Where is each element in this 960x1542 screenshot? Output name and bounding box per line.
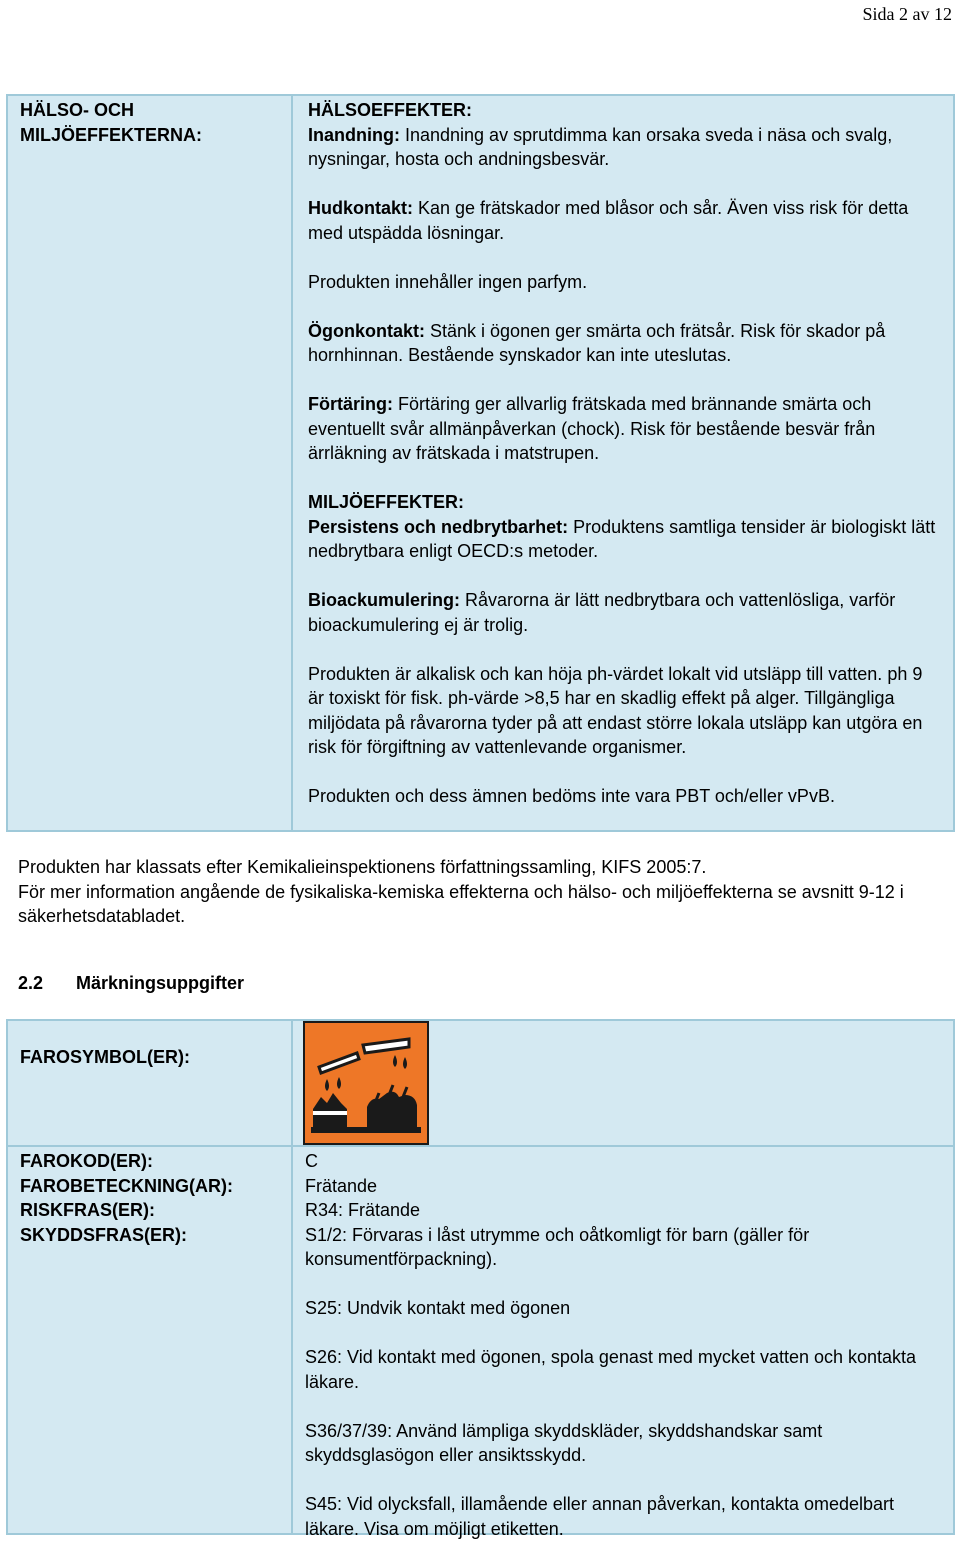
hazard-code-label: FAROKOD(ER):: [20, 1151, 153, 1171]
perfume-paragraph: Produkten innehåller ingen parfym.: [308, 271, 588, 292]
classification-line-2: För mer information angående de fysikaliska-kemiska effekterna och hälso- och miljöeffekterna se avsnitt 9-12 i säkerhetsdatabladet.: [18, 881, 904, 926]
hazard-designation-label: FAROBETECKNING(AR):: [20, 1175, 233, 1196]
hazard-values-cell: [291, 1145, 955, 1539]
safety-phrase-s1-2: S1/2: Förvaras i låst utrymme och oåtkomligt för barn (gäller för konsumentförpackning).: [305, 1224, 810, 1269]
ingestion-paragraph: [308, 392, 943, 466]
inhalation-text: Inandning av sprutdimma kan orsaka sveda i näsa och svalg, nysningar, hosta och andningsbesvär.: [308, 124, 893, 169]
eye-text: Stänk i ögonen ger smärta och frätsår. Risk för skador på hornhinnan. Bestående synskador kan inte uteslutas.: [308, 320, 886, 365]
env-effects-heading: MILJÖEFFEKTER:: [308, 492, 464, 512]
corrosive-hazard-icon: [303, 1021, 429, 1145]
health-env-content-cell: [291, 94, 955, 832]
corrosive-symbol-graphic: [305, 1023, 427, 1143]
section-number: 2.2: [18, 973, 44, 993]
hazard-designation: Frätande: [305, 1175, 378, 1196]
health-effects-heading: HÄLSOEFFEKTER:: [308, 100, 472, 120]
safety-phrase-s36-37-39: S36/37/39: Använd lämpliga skyddskläder, skyddshandskar samt skyddsglasögon eller ansiktsskydd.: [305, 1420, 823, 1465]
ingestion-label: Förtäring:: [308, 394, 393, 414]
hazard-symbol-label: FAROSYMBOL(ER):: [20, 1047, 190, 1067]
section-heading: [18, 971, 244, 996]
hazard-labels-cell: [6, 1145, 293, 1535]
classification-line-1: Produkten har klassats efter Kemikalieinspektionens författningssamling, KIFS 2005:7.: [18, 857, 707, 877]
risk-phrase: R34: Frätande: [305, 1200, 421, 1220]
eye-label: Ögonkontakt:: [308, 320, 425, 341]
safety-phrase-s25: S25: Undvik kontakt med ögonen: [305, 1298, 571, 1318]
skin-paragraph: [308, 196, 943, 245]
hazard-symbol-label-cell: [6, 1019, 293, 1147]
risk-phrases-label: RISKFRAS(ER):: [20, 1200, 155, 1220]
bioaccumulation-text: Råvarorna är lätt nedbrytbara och vattenlösliga, varför bioackumulering ej är trolig.: [308, 590, 896, 635]
health-env-label: HÄLSO- OCH MILJÖEFFEKTERNA:: [20, 100, 202, 145]
safety-phrases-label: SKYDDSFRAS(ER):: [20, 1224, 188, 1245]
eye-paragraph: [308, 319, 943, 368]
inhalation-paragraph: [308, 123, 943, 172]
classification-note: [18, 855, 948, 929]
ingestion-text: Förtäring ger allvarlig frätskada med brännande smärta och eventuellt svår allmänpåverkan (chock). Risk för bestående besvär från ärrläkning av frätskada i matstrupen.: [308, 394, 876, 463]
persistence-paragraph: [308, 515, 943, 564]
alkaline-paragraph: Produkten är alkalisk och kan höja ph-värdet lokalt vid utsläpp till vatten. ph 9 är toxiskt för fisk. ph-värde >8,5 har en skadlig effekt på alger. Tillgängliga miljödata på råvarorna tyder på att endast större lokala utsläpp kan utgöra en risk för förgiftning av vattenlevande organismer.: [308, 663, 923, 757]
persistence-text: Produktens samtliga tensider är biologiskt lätt nedbrytbara enligt OECD:s metoder.: [308, 516, 936, 561]
inhalation-label: Inandning:: [308, 124, 400, 145]
persistence-label: Persistens och nedbrytbarhet:: [308, 516, 569, 537]
skin-label: Hudkontakt:: [308, 198, 413, 218]
safety-phrase-s26: S26: Vid kontakt med ögonen, spola genast med mycket vatten och kontakta läkare.: [305, 1347, 917, 1392]
page-number: Sida 2 av 12: [862, 4, 952, 24]
section-title: Märkningsuppgifter: [76, 973, 245, 993]
hazard-code: C: [305, 1151, 318, 1171]
safety-phrase-s45: S45: Vid olycksfall, illamående eller annan påverkan, kontakta omedelbart läkare. Visa om möjligt etiketten.: [305, 1494, 895, 1539]
bioaccumulation-paragraph: [308, 588, 943, 637]
bioaccumulation-label: Bioackumulering:: [308, 590, 461, 610]
health-env-label-cell: [6, 94, 293, 832]
pbt-paragraph: Produkten och dess ämnen bedöms inte vara PBT och/eller vPvB.: [308, 786, 835, 806]
skin-text: Kan ge frätskador med blåsor och sår. Även viss risk för detta med utspädda lösningar.: [308, 198, 909, 243]
